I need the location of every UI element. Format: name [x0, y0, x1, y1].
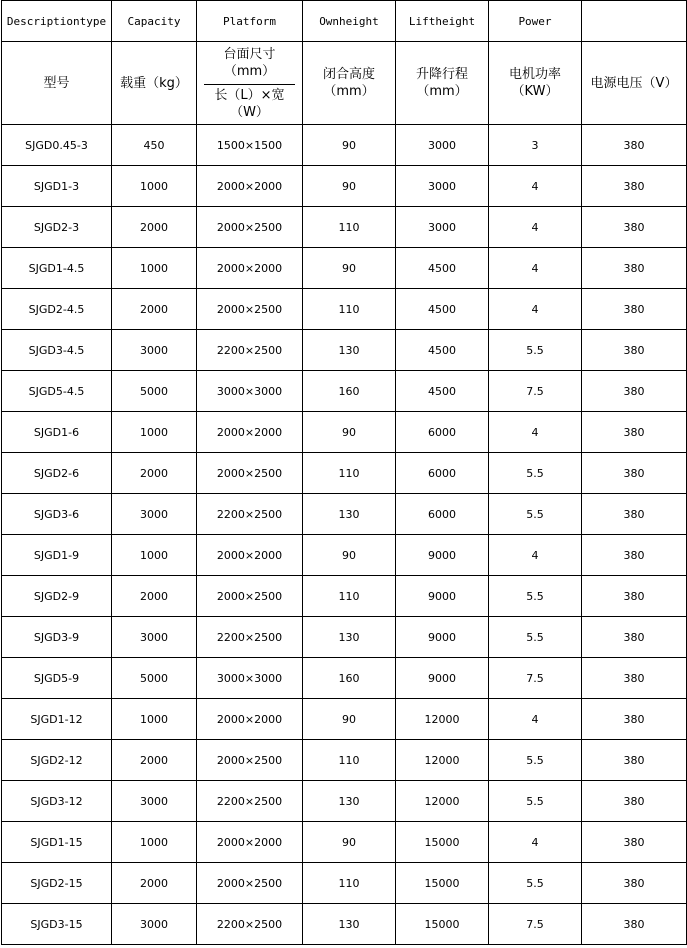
- cell-power: 7.5: [489, 371, 582, 412]
- cell-lift-height: 9000: [396, 576, 489, 617]
- cell-capacity: 2000: [112, 576, 197, 617]
- cell-model: SJGD2-4.5: [2, 289, 112, 330]
- cell-own-height: 110: [303, 863, 396, 904]
- cell-platform: 2200×2500: [197, 617, 303, 658]
- power-line2: （KW）: [511, 84, 559, 99]
- cell-capacity: 3000: [112, 781, 197, 822]
- header-en-model: Descriptiontype: [2, 1, 112, 42]
- cell-lift-height: 12000: [396, 740, 489, 781]
- cell-platform: 2000×2000: [197, 822, 303, 863]
- table-row: [2, 699, 687, 740]
- cell-own-height: 130: [303, 904, 396, 945]
- cell-voltage: 380: [582, 699, 687, 740]
- cell-own-height: 90: [303, 248, 396, 289]
- cell-voltage: 380: [582, 166, 687, 207]
- cell-lift-height: 3000: [396, 125, 489, 166]
- cell-model: SJGD5-9: [2, 658, 112, 699]
- cell-voltage: 380: [582, 494, 687, 535]
- cell-own-height: 110: [303, 740, 396, 781]
- cell-power: 4: [489, 699, 582, 740]
- cell-capacity: 3000: [112, 330, 197, 371]
- table-row: [2, 289, 687, 330]
- own-height-line1: 闭合高度: [322, 67, 375, 82]
- cell-lift-height: 4500: [396, 371, 489, 412]
- cell-platform: 2200×2500: [197, 330, 303, 371]
- cell-capacity: 3000: [112, 617, 197, 658]
- cell-capacity: 2000: [112, 740, 197, 781]
- cell-platform: 2000×2000: [197, 248, 303, 289]
- table-row: [2, 248, 687, 289]
- cell-power: 3: [489, 125, 582, 166]
- cell-lift-height: 9000: [396, 535, 489, 576]
- cell-lift-height: 15000: [396, 822, 489, 863]
- cell-platform: 2000×2000: [197, 535, 303, 576]
- table-row: [2, 535, 687, 576]
- cell-platform: 3000×3000: [197, 658, 303, 699]
- table-row: [2, 658, 687, 699]
- cell-power: 5.5: [489, 330, 582, 371]
- header-cn-platform: [197, 42, 303, 125]
- cell-power: 4: [489, 289, 582, 330]
- cell-model: SJGD2-6: [2, 453, 112, 494]
- cell-voltage: 380: [582, 904, 687, 945]
- cell-lift-height: 4500: [396, 330, 489, 371]
- cell-power: 4: [489, 166, 582, 207]
- cell-platform: 2200×2500: [197, 781, 303, 822]
- cell-voltage: 380: [582, 576, 687, 617]
- cell-voltage: 380: [582, 125, 687, 166]
- header-en-lift-height: Liftheight: [396, 1, 489, 42]
- cell-own-height: 90: [303, 125, 396, 166]
- cell-own-height: 130: [303, 781, 396, 822]
- cell-power: 4: [489, 248, 582, 289]
- platform-title: 台面尺寸: [223, 47, 276, 62]
- cell-voltage: 380: [582, 289, 687, 330]
- cell-voltage: 380: [582, 617, 687, 658]
- cell-capacity: 2000: [112, 289, 197, 330]
- cell-power: 5.5: [489, 740, 582, 781]
- cell-voltage: 380: [582, 453, 687, 494]
- lift-height-line2: （mm）: [416, 84, 468, 99]
- cell-own-height: 90: [303, 699, 396, 740]
- cell-model: SJGD1-15: [2, 822, 112, 863]
- table-row: [2, 863, 687, 904]
- cell-model: SJGD2-12: [2, 740, 112, 781]
- cell-platform: 2000×2500: [197, 453, 303, 494]
- cell-lift-height: 6000: [396, 453, 489, 494]
- cell-voltage: 380: [582, 781, 687, 822]
- cell-platform: 2000×2000: [197, 166, 303, 207]
- header-en-capacity: Capacity: [112, 1, 197, 42]
- cell-lift-height: 3000: [396, 207, 489, 248]
- cell-power: 5.5: [489, 617, 582, 658]
- cell-voltage: 380: [582, 740, 687, 781]
- cell-platform: 3000×3000: [197, 371, 303, 412]
- cell-capacity: 1000: [112, 412, 197, 453]
- cell-own-height: 160: [303, 371, 396, 412]
- cell-model: SJGD1-3: [2, 166, 112, 207]
- table-row: [2, 412, 687, 453]
- cell-voltage: 380: [582, 371, 687, 412]
- cell-power: 4: [489, 412, 582, 453]
- table-row: [2, 330, 687, 371]
- platform-unit: （mm）: [223, 64, 276, 79]
- cell-platform: 2000×2500: [197, 207, 303, 248]
- cell-platform: 2200×2500: [197, 494, 303, 535]
- header-cn-model: 型号: [2, 42, 112, 125]
- cell-own-height: 130: [303, 330, 396, 371]
- table-row: [2, 576, 687, 617]
- header-en-power: Power: [489, 1, 582, 42]
- cell-own-height: 90: [303, 535, 396, 576]
- cell-model: SJGD2-3: [2, 207, 112, 248]
- cell-voltage: 380: [582, 412, 687, 453]
- table-row: [2, 781, 687, 822]
- cell-platform: 2000×2500: [197, 289, 303, 330]
- cell-voltage: 380: [582, 207, 687, 248]
- cell-model: SJGD3-9: [2, 617, 112, 658]
- cell-model: SJGD3-15: [2, 904, 112, 945]
- cell-capacity: 1000: [112, 166, 197, 207]
- cell-capacity: 2000: [112, 207, 197, 248]
- own-height-line2: （mm）: [323, 84, 375, 99]
- header-cn-lift-height: [396, 42, 489, 125]
- cell-platform: 2000×2500: [197, 740, 303, 781]
- cell-capacity: 2000: [112, 453, 197, 494]
- cell-model: SJGD3-4.5: [2, 330, 112, 371]
- cell-capacity: 1000: [112, 248, 197, 289]
- cell-capacity: 2000: [112, 863, 197, 904]
- header-cn-own-height: [303, 42, 396, 125]
- cell-own-height: 160: [303, 658, 396, 699]
- cell-lift-height: 4500: [396, 248, 489, 289]
- cell-own-height: 110: [303, 453, 396, 494]
- cell-power: 5.5: [489, 494, 582, 535]
- table-row: [2, 166, 687, 207]
- platform-dimensions-heading: [197, 85, 302, 124]
- cell-power: 7.5: [489, 658, 582, 699]
- cell-voltage: 380: [582, 658, 687, 699]
- cell-power: 5.5: [489, 863, 582, 904]
- cell-platform: 2000×2000: [197, 412, 303, 453]
- platform-dims-line2: （W）: [230, 105, 269, 120]
- cell-platform: 2000×2500: [197, 576, 303, 617]
- cell-model: SJGD3-6: [2, 494, 112, 535]
- header-cn-power: [489, 42, 582, 125]
- table-row: [2, 125, 687, 166]
- cell-model: SJGD1-9: [2, 535, 112, 576]
- cell-lift-height: 3000: [396, 166, 489, 207]
- cell-model: SJGD5-4.5: [2, 371, 112, 412]
- cell-lift-height: 12000: [396, 781, 489, 822]
- cell-power: 4: [489, 535, 582, 576]
- cell-capacity: 1000: [112, 699, 197, 740]
- cell-lift-height: 9000: [396, 658, 489, 699]
- table-row: [2, 740, 687, 781]
- cell-lift-height: 9000: [396, 617, 489, 658]
- table-row: [2, 822, 687, 863]
- header-en-own-height: Ownheight: [303, 1, 396, 42]
- cell-voltage: 380: [582, 863, 687, 904]
- cell-power: 5.5: [489, 453, 582, 494]
- cell-own-height: 90: [303, 822, 396, 863]
- cell-power: 5.5: [489, 576, 582, 617]
- cell-lift-height: 12000: [396, 699, 489, 740]
- table-row: [2, 617, 687, 658]
- table-row: [2, 494, 687, 535]
- cell-power: 5.5: [489, 781, 582, 822]
- cell-lift-height: 6000: [396, 412, 489, 453]
- cell-capacity: 1000: [112, 535, 197, 576]
- platform-size-heading: [204, 43, 294, 85]
- header-en-voltage: [582, 1, 687, 42]
- cell-own-height: 90: [303, 412, 396, 453]
- header-en-platform: Platform: [197, 1, 303, 42]
- cell-capacity: 3000: [112, 904, 197, 945]
- cell-model: SJGD0.45-3: [2, 125, 112, 166]
- cell-model: SJGD1-12: [2, 699, 112, 740]
- table-row: [2, 207, 687, 248]
- cell-own-height: 110: [303, 289, 396, 330]
- cell-platform: 1500×1500: [197, 125, 303, 166]
- cell-model: SJGD2-9: [2, 576, 112, 617]
- cell-own-height: 90: [303, 166, 396, 207]
- cell-lift-height: 15000: [396, 904, 489, 945]
- cell-capacity: 3000: [112, 494, 197, 535]
- cell-capacity: 5000: [112, 371, 197, 412]
- table-row: [2, 904, 687, 945]
- cell-model: SJGD3-12: [2, 781, 112, 822]
- power-line1: 电机功率: [508, 67, 561, 82]
- cell-model: SJGD1-4.5: [2, 248, 112, 289]
- table-row: [2, 453, 687, 494]
- cell-lift-height: 15000: [396, 863, 489, 904]
- cell-power: 7.5: [489, 904, 582, 945]
- cell-capacity: 5000: [112, 658, 197, 699]
- cell-lift-height: 6000: [396, 494, 489, 535]
- cell-voltage: 380: [582, 535, 687, 576]
- lift-height-line1: 升降行程: [415, 67, 468, 82]
- cell-voltage: 380: [582, 822, 687, 863]
- spec-table: [1, 0, 687, 945]
- cell-voltage: 380: [582, 248, 687, 289]
- cell-model: SJGD1-6: [2, 412, 112, 453]
- english-header-row: [2, 1, 687, 42]
- cell-platform: 2000×2000: [197, 699, 303, 740]
- cell-platform: 2200×2500: [197, 904, 303, 945]
- cell-own-height: 110: [303, 207, 396, 248]
- cell-own-height: 130: [303, 617, 396, 658]
- cell-own-height: 110: [303, 576, 396, 617]
- cell-own-height: 130: [303, 494, 396, 535]
- cell-model: SJGD2-15: [2, 863, 112, 904]
- cell-lift-height: 4500: [396, 289, 489, 330]
- cell-voltage: 380: [582, 330, 687, 371]
- header-cn-voltage: 电源电压（V）: [582, 42, 687, 125]
- cell-power: 4: [489, 822, 582, 863]
- cell-capacity: 1000: [112, 822, 197, 863]
- cell-platform: 2000×2500: [197, 863, 303, 904]
- header-cn-capacity: 载重（kg）: [112, 42, 197, 125]
- chinese-header-row: [2, 42, 687, 125]
- table-row: [2, 371, 687, 412]
- cell-capacity: 450: [112, 125, 197, 166]
- platform-dims-line1: 长（L）×宽: [214, 88, 285, 103]
- cell-power: 4: [489, 207, 582, 248]
